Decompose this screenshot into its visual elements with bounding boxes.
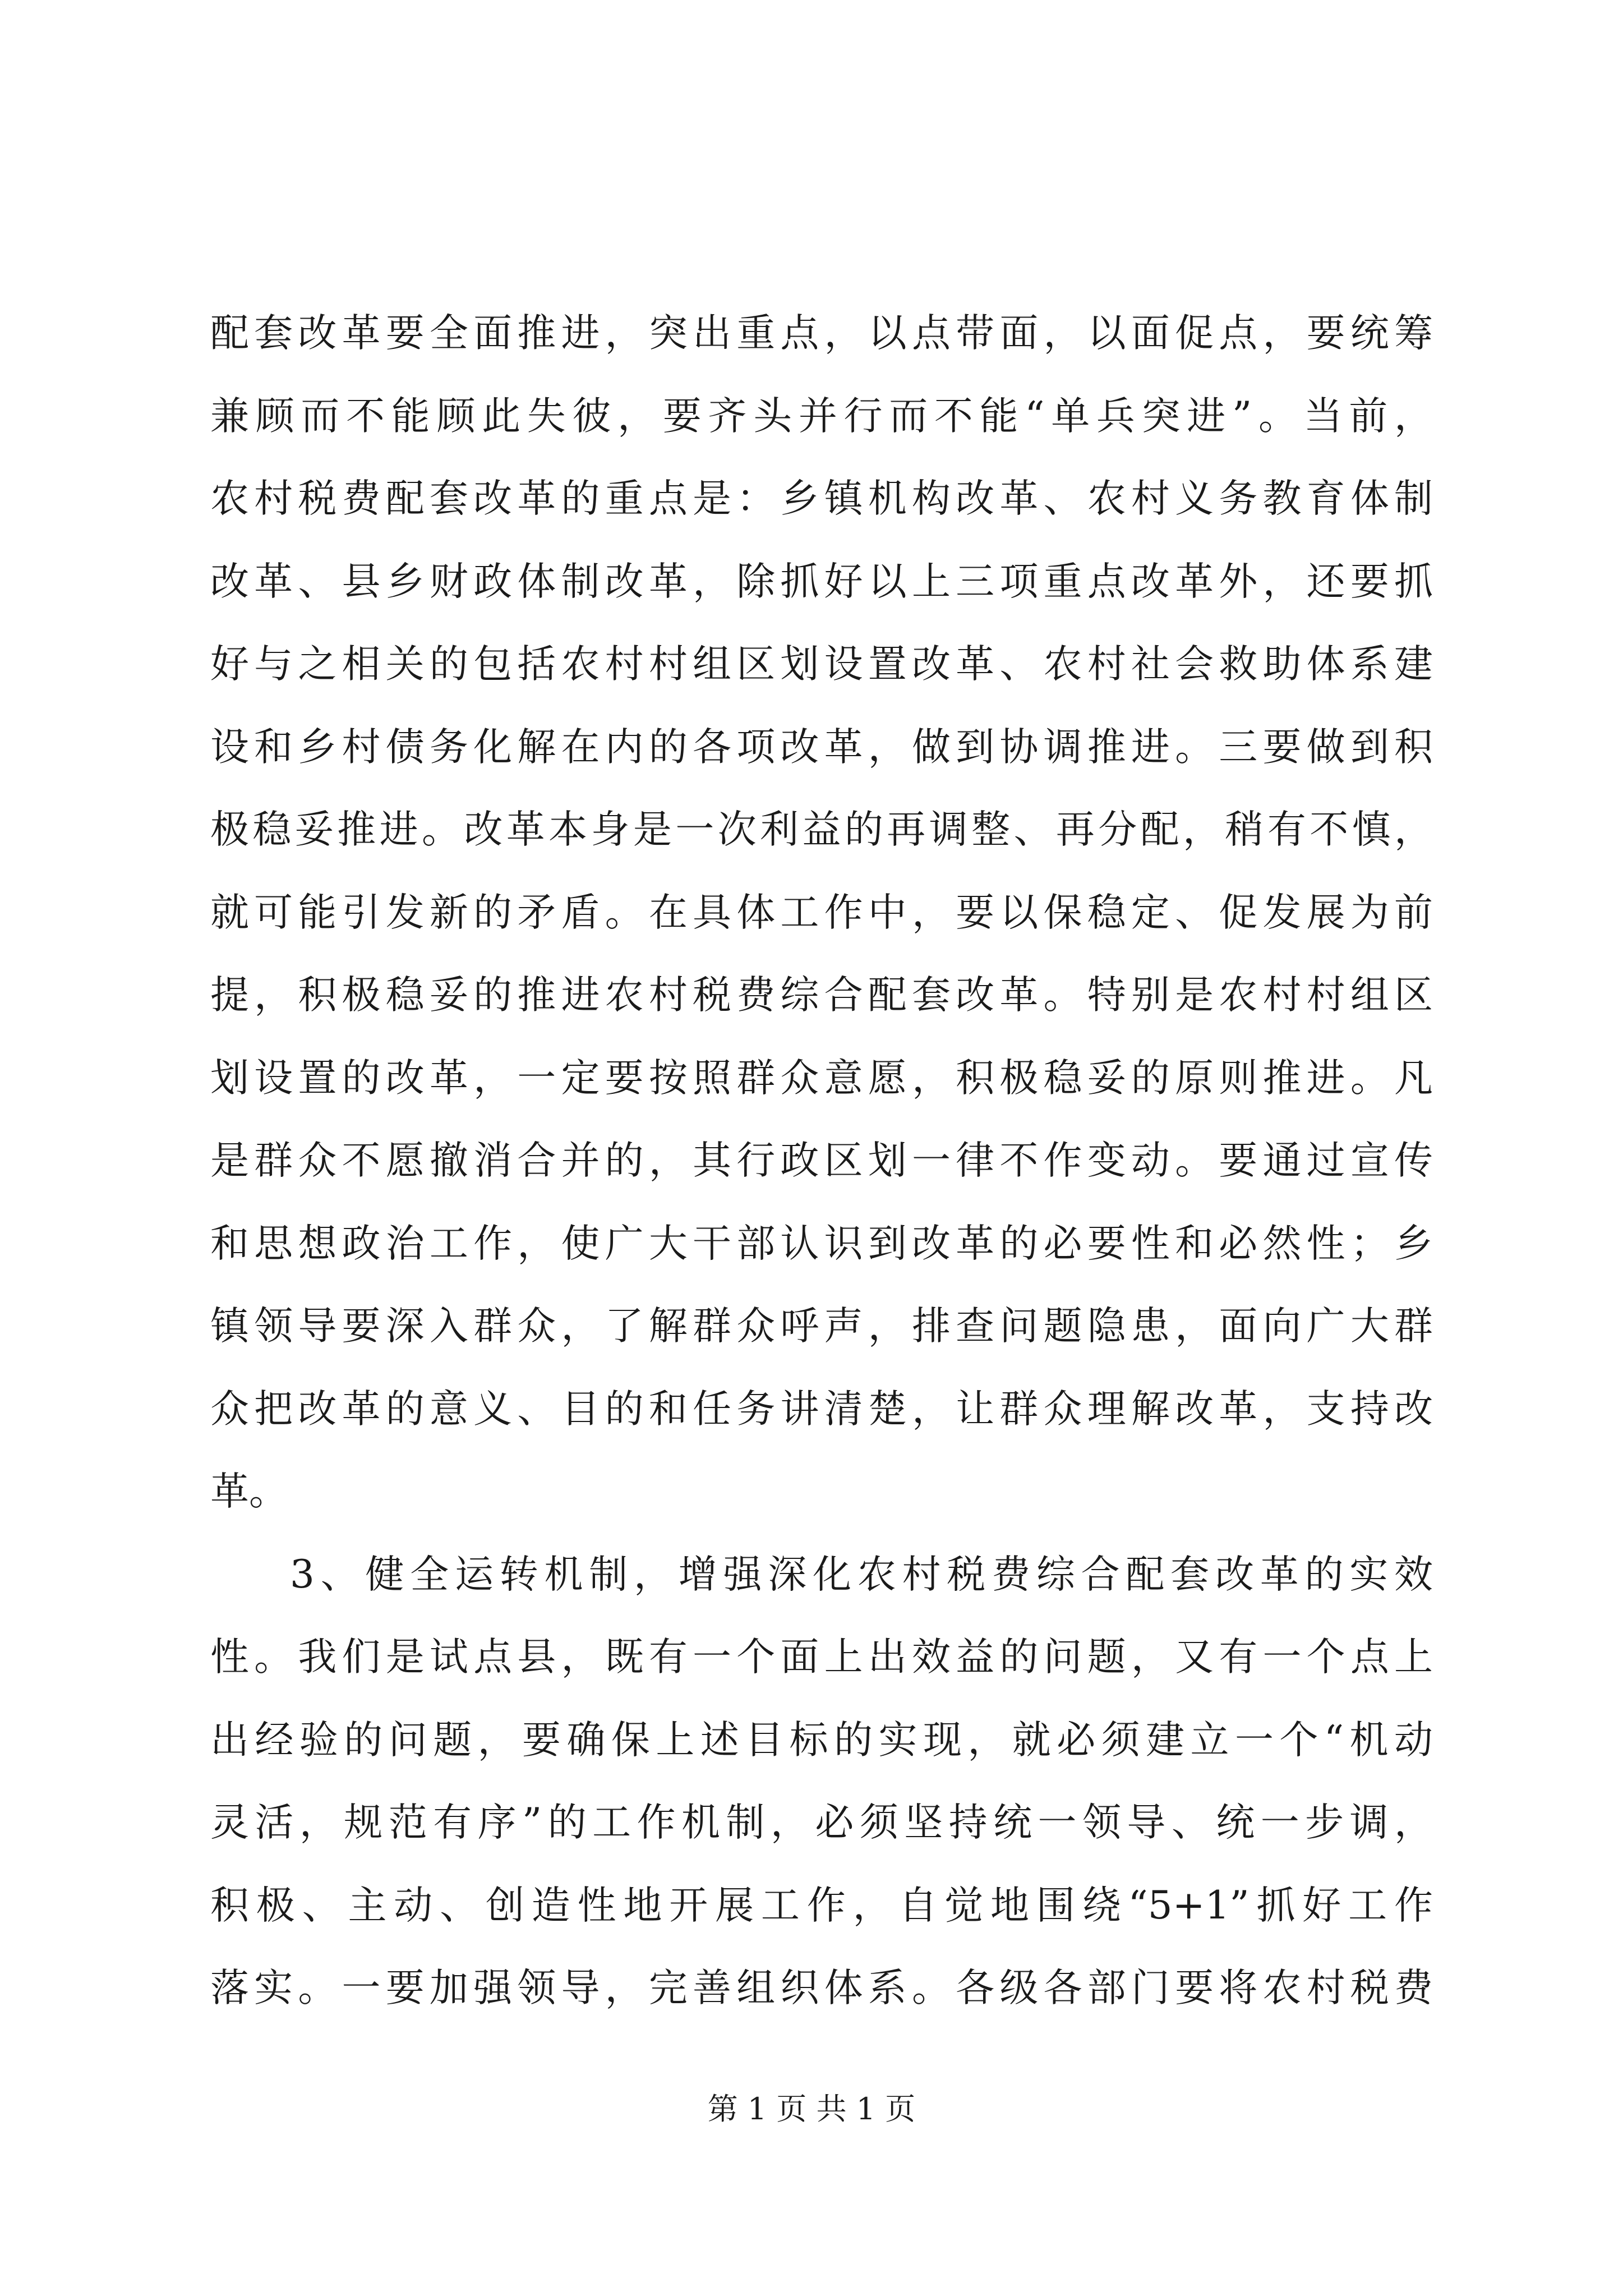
text-line: 和思想政治工作，使广大干部认识到改革的必要性和必然性；乡	[210, 1221, 1433, 1266]
text-line: 出经验的问题，要确保上述目标的实现，就必须建立一个“机动	[210, 1717, 1433, 1763]
text-line: 镇领导要深入群众，了解群众呼声，排查问题隐患，面向广大群	[210, 1304, 1433, 1349]
text-line: 落实。一要加强领导，完善组织体系。各级各部门要将农村税费	[210, 1966, 1433, 2010]
text-line: 革。	[210, 1469, 288, 1514]
page-number-footer: 第 1 页 共 1 页	[707, 2091, 916, 2127]
text-line: 就可能引发新的矛盾。在具体工作中，要以保稳定、促发展为前	[210, 890, 1433, 935]
text-line: 设和乡村债务化解在内的各项改革，做到协调推进。三要做到积	[210, 724, 1433, 770]
text-line: 兼顾而不能顾此失彼，要齐头并行而不能“单兵突进”。当前，	[210, 393, 1433, 439]
text-line: 改革、县乡财政体制改革，除抓好以上三项重点改革外，还要抓	[210, 559, 1433, 604]
text-line: 农村税费配套改革的重点是：乡镇机构改革、农村义务教育体制	[210, 476, 1433, 521]
text-line: 配套改革要全面推进，突出重点，以点带面，以面促点，要统筹	[210, 311, 1433, 356]
text-line: 好与之相关的包括农村村组区划设置改革、农村社会救助体系建	[210, 642, 1433, 687]
text-line: 众把改革的意义、目的和任务讲清楚，让群众理解改革，支持改	[210, 1386, 1433, 1432]
text-line: 提，积极稳妥的推进农村税费综合配套改革。特别是农村村组区	[210, 973, 1433, 1018]
text-line: 极稳妥推进。改革本身是一次利益的再调整、再分配，稍有不慎，	[210, 807, 1433, 852]
section-heading-line: 3、健全运转机制，增强深化农村税费综合配套改革的实效	[290, 1552, 1433, 1597]
text-line: 划设置的改革，一定要按照群众意愿，积极稳妥的原则推进。凡	[210, 1055, 1433, 1101]
text-line: 积极、主动、创造性地开展工作，自觉地围绕“5+1”抓好工作	[210, 1883, 1433, 1928]
text-line: 灵活，规范有序”的工作机制，必须坚持统一领导、统一步调，	[210, 1800, 1433, 1845]
text-line: 性。我们是试点县，既有一个面上出效益的问题，又有一个点上	[210, 1635, 1433, 1680]
text-line: 是群众不愿撤消合并的，其行政区划一律不作变动。要通过宣传	[210, 1138, 1433, 1183]
body-text	[210, 292, 1433, 2030]
